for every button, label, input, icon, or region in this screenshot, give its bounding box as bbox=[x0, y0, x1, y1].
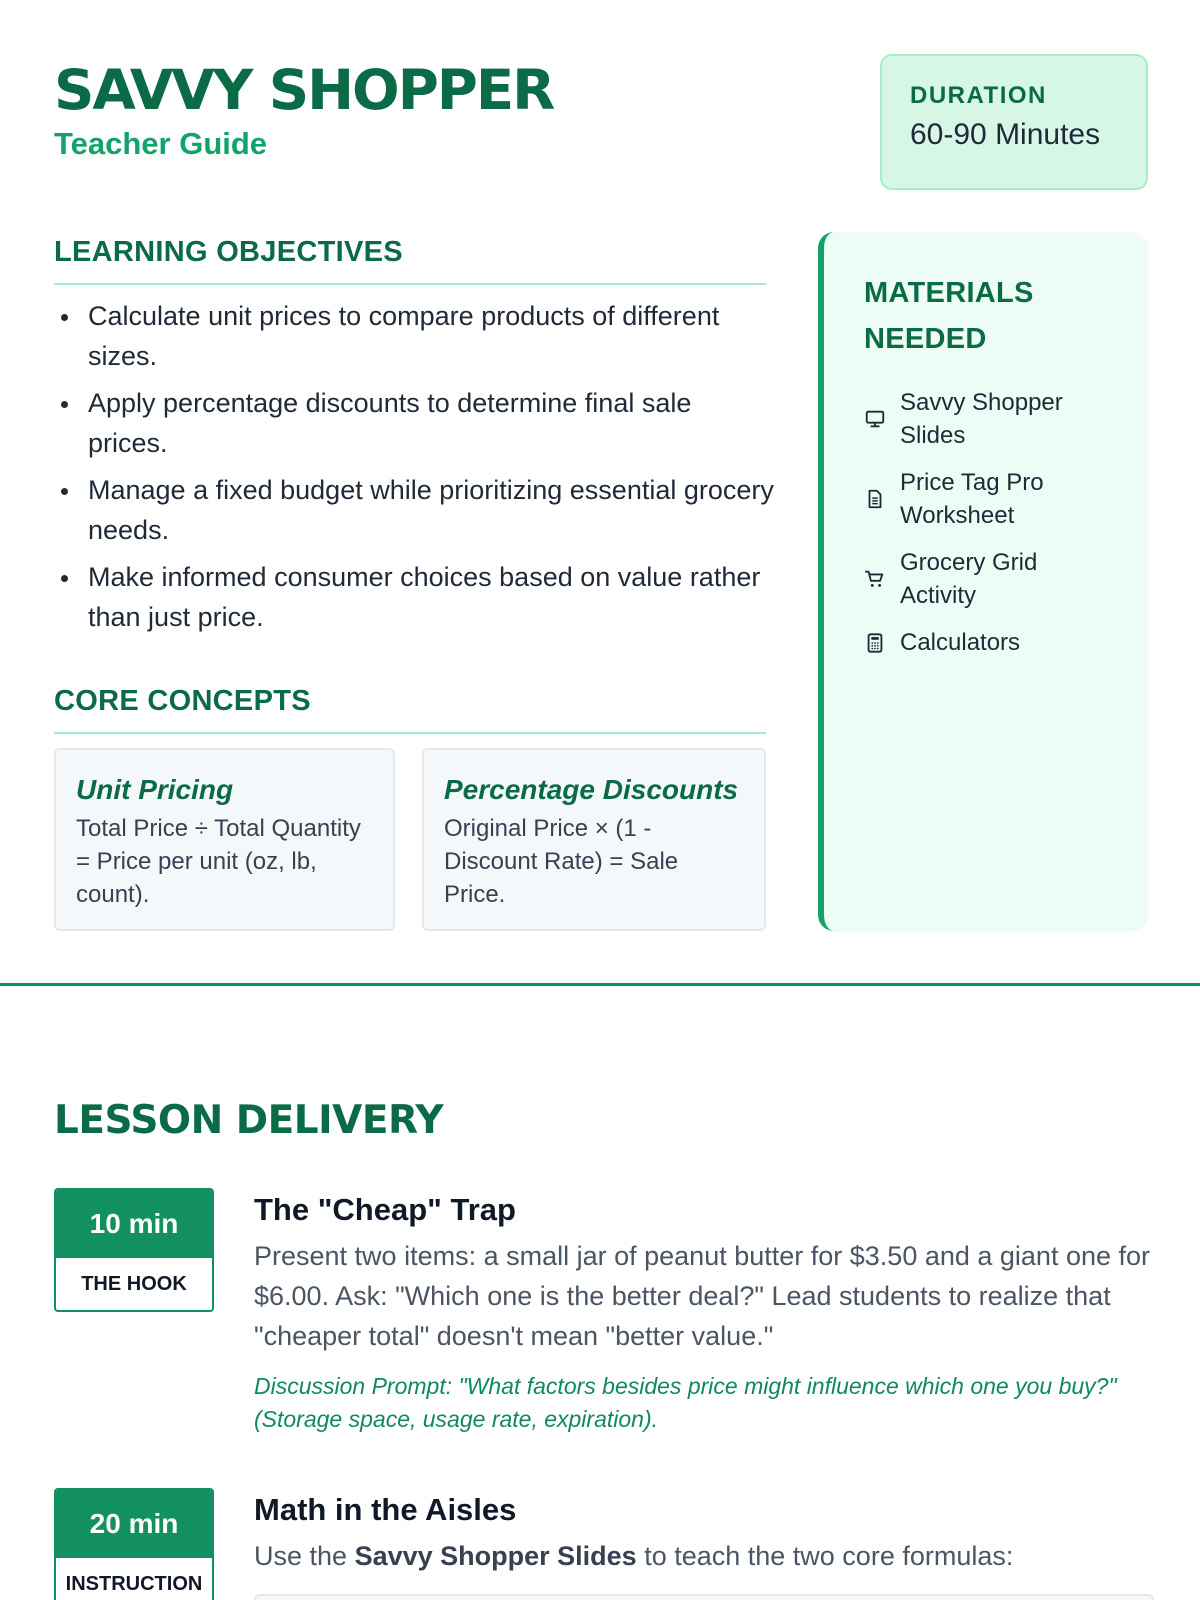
step-text-part: to teach the two core formulas: bbox=[636, 1541, 1014, 1571]
discussion-prompt: Discussion Prompt: "What factors besides price might influence which one you buy?" (Storage space, usage rate, expiration). bbox=[254, 1373, 1117, 1432]
materials-item bbox=[864, 466, 1112, 532]
objectives-divider bbox=[54, 283, 766, 285]
materials-item bbox=[864, 386, 1112, 452]
concept-card-body: Total Price ÷ Total Quantity = Price per unit (oz, lb, count). bbox=[76, 815, 361, 908]
step-body bbox=[254, 1488, 1154, 1576]
header bbox=[54, 56, 554, 162]
materials-item-label: Savvy Shopper Slides bbox=[900, 389, 1063, 449]
concept-card-percentage-discounts bbox=[422, 748, 766, 931]
concept-card-body: Original Price × (1 - Discount Rate) = Sale Price. bbox=[444, 815, 679, 908]
formula-box-edge bbox=[254, 1594, 1154, 1600]
section-divider bbox=[0, 983, 1200, 986]
concept-card-title: Unit Pricing bbox=[76, 774, 234, 805]
materials-item bbox=[864, 546, 1112, 612]
materials-item-label: Calculators bbox=[900, 629, 1021, 656]
step-text: Present two items: a small jar of peanut butter for $3.50 and a giant one for $6.00. Ask: "Which one is the better deal?" Lead students to realize that "cheaper total" doesn't mean "better value." bbox=[254, 1241, 1151, 1351]
page-subtitle: Teacher Guide bbox=[54, 126, 268, 161]
page-title: SAVVY SHOPPER bbox=[54, 58, 554, 122]
list-item: Make informed consumer choices based on value rather than just price. bbox=[54, 557, 774, 637]
time-badge-minutes: 10 min bbox=[56, 1190, 212, 1258]
time-badge-phase: INSTRUCTION bbox=[65, 1573, 203, 1595]
concept-card-title: Percentage Discounts bbox=[444, 774, 739, 805]
lesson-step-hook bbox=[54, 1188, 1154, 1432]
concept-card-unit-pricing bbox=[54, 748, 395, 931]
materials-heading: MATERIALS NEEDED bbox=[864, 277, 1034, 355]
lesson-step-instruction bbox=[54, 1488, 1154, 1600]
materials-list bbox=[864, 386, 1112, 659]
materials-item bbox=[864, 626, 1112, 659]
duration-value: 60-90 Minutes bbox=[910, 118, 1101, 151]
cart-icon bbox=[864, 568, 886, 590]
materials-item-label: Grocery Grid Activity bbox=[900, 549, 1038, 609]
step-text-part: Use the bbox=[254, 1541, 355, 1571]
duration-label: DURATION bbox=[910, 82, 1047, 109]
list-item: Calculate unit prices to compare products of different sizes. bbox=[54, 296, 774, 376]
step-title: The "Cheap" Trap bbox=[254, 1192, 516, 1227]
core-concepts-heading: CORE CONCEPTS bbox=[54, 685, 311, 717]
duration-box bbox=[880, 54, 1148, 190]
step-title: Math in the Aisles bbox=[254, 1492, 517, 1527]
step-text bbox=[254, 1536, 1154, 1576]
time-badge bbox=[54, 1488, 214, 1600]
monitor-icon bbox=[864, 408, 886, 430]
time-badge-phase: THE HOOK bbox=[81, 1273, 187, 1295]
calculator-icon bbox=[864, 632, 886, 654]
objectives-list bbox=[54, 296, 774, 644]
core-concepts-divider bbox=[54, 732, 766, 734]
step-body bbox=[254, 1188, 1154, 1436]
objectives-heading: LEARNING OBJECTIVES bbox=[54, 236, 403, 268]
lesson-delivery-heading: LESSON DELIVERY bbox=[54, 1098, 444, 1143]
list-item: Apply percentage discounts to determine final sale prices. bbox=[54, 383, 774, 463]
time-badge-minutes: 20 min bbox=[56, 1490, 212, 1558]
time-badge bbox=[54, 1188, 214, 1312]
materials-panel bbox=[818, 232, 1148, 931]
document-icon bbox=[864, 488, 886, 510]
step-text-emphasis: Savvy Shopper Slides bbox=[354, 1541, 637, 1571]
list-item: Manage a fixed budget while prioritizing essential grocery needs. bbox=[54, 470, 774, 550]
materials-item-label: Price Tag Pro Worksheet bbox=[900, 469, 1044, 529]
